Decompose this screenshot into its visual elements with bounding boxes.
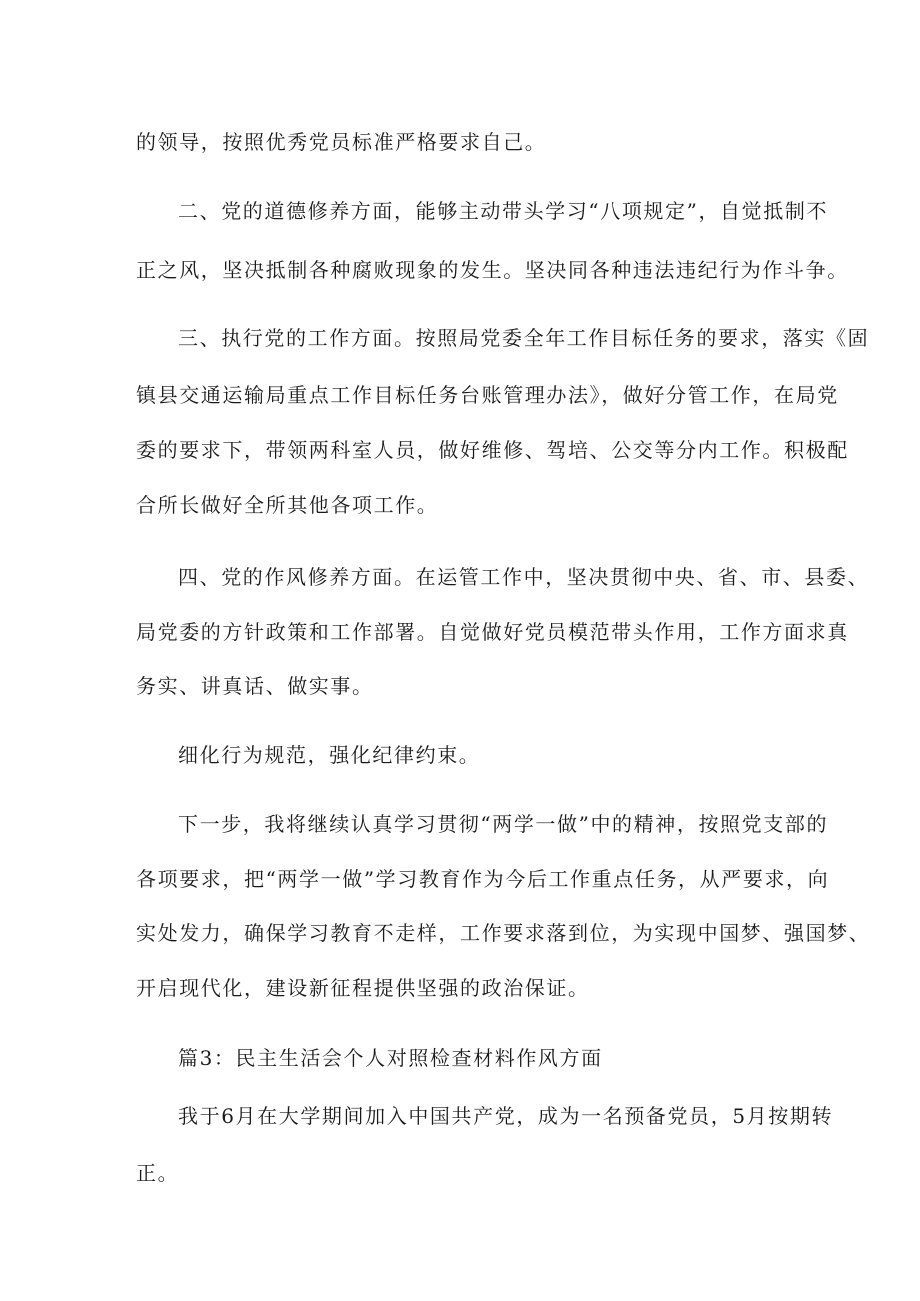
- paragraph-2-line-2: 正之风，坚决抵制各种腐败现象的发生。坚决同各种违法违纪行为作斗争。: [136, 258, 849, 282]
- paragraph-3-line-1: 三、执行党的工作方面。按照局党委全年工作目标任务的要求，落实《固: [178, 326, 870, 350]
- paragraph-4-line-1: 四、党的作风修养方面。在运管工作中，坚决贯彻中央、省、市、县委、: [178, 565, 870, 589]
- paragraph-6-line-3: 实处发力，确保学习教育不走样，工作要求落到位，为实现中国梦、强国梦、: [136, 921, 871, 945]
- paragraph-6-line-4: 开启现代化，建设新征程提供坚强的政治保证。: [136, 976, 590, 1000]
- paragraph-3-line-2: 镇县交通运输局重点工作目标任务台账管理办法》，做好分管工作，在局党: [136, 383, 839, 407]
- paragraph-3-line-3: 委的要求下，带领两科室人员，做好维修、驾培、公交等分内工作。积极配: [136, 438, 849, 462]
- paragraph-5-line-1: 细化行为规范，强化纪律约束。: [178, 743, 481, 767]
- paragraph-4-line-2: 局党委的方针政策和工作部署。自觉做好党员模范带头作用，工作方面求真: [136, 620, 849, 644]
- paragraph-7-line-2: 正。: [136, 1161, 180, 1185]
- paragraph-3-line-4: 合所长做好全所其他各项工作。: [136, 493, 439, 517]
- paragraph-2-line-1: 二、党的道德修养方面，能够主动带头学习“八项规定”，自觉抵制不: [178, 199, 829, 223]
- section-heading: 篇3：民主生活会个人对照检查材料作风方面: [178, 1046, 603, 1070]
- paragraph-4-line-3: 务实、讲真话、做实事。: [136, 674, 374, 698]
- paragraph-6-line-2: 各项要求，把“两学一做”学习教育作为今后工作重点任务，从严要求，向: [136, 867, 830, 891]
- paragraph-7-line-1: 我于6月在大学期间加入中国共产党，成为一名预备党员，5月按期转: [178, 1104, 834, 1128]
- paragraph-6-line-1: 下一步，我将继续认真学习贯彻“两学一做”中的精神，按照党支部的: [178, 812, 829, 836]
- paragraph-1-line-1: 的领导，按照优秀党员标准严格要求自己。: [136, 130, 547, 154]
